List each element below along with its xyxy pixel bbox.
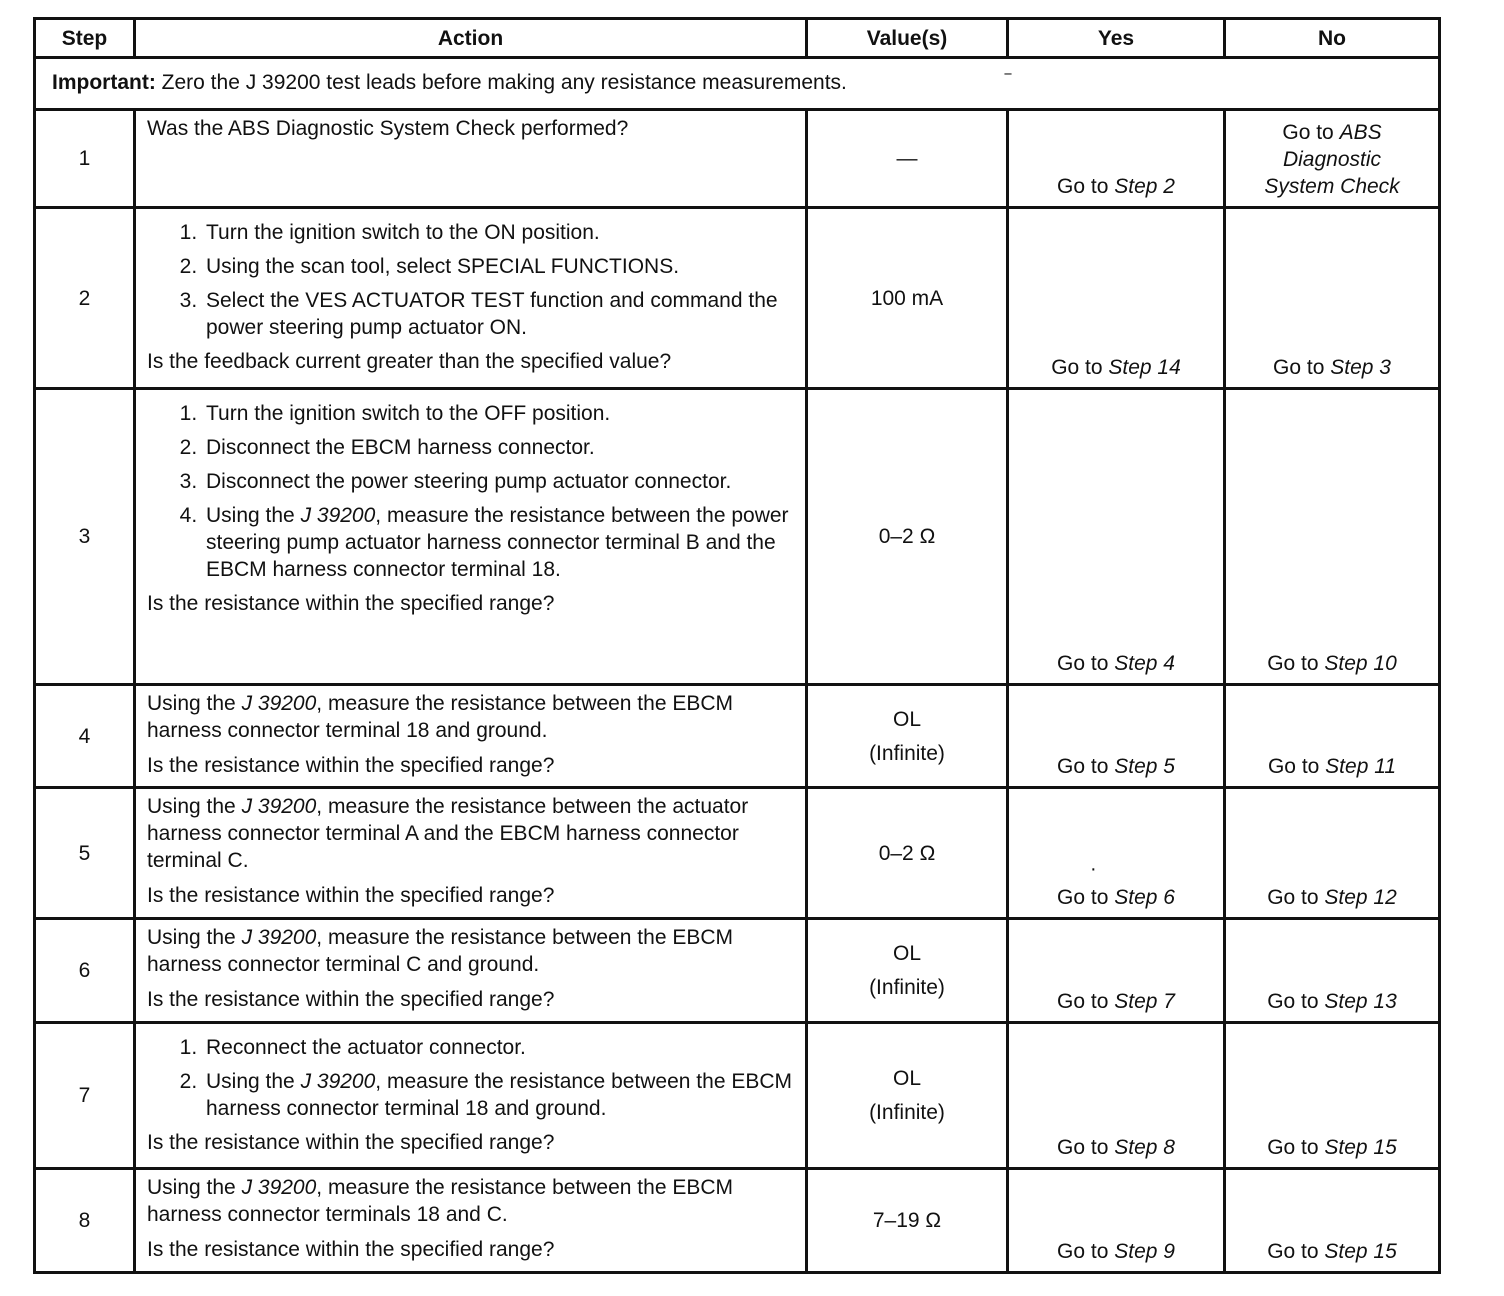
value-line: OL bbox=[892, 942, 921, 965]
yes-target: Step 7 bbox=[1114, 990, 1175, 1013]
yes-target: Step 8 bbox=[1114, 1136, 1175, 1159]
action-question: Is the resistance within the specified range? bbox=[147, 1131, 555, 1154]
no-target: Step 3 bbox=[1330, 356, 1391, 379]
step-number: 5 bbox=[35, 788, 135, 919]
tool-name: J 39200 bbox=[241, 926, 317, 949]
step-action bbox=[135, 788, 807, 919]
header-action: Action bbox=[135, 19, 807, 58]
action-question: Is the resistance within the specified range? bbox=[147, 754, 555, 777]
yes-result bbox=[1008, 788, 1225, 919]
value-line: (Infinite) bbox=[869, 1101, 945, 1124]
step-action bbox=[135, 1169, 807, 1273]
no-result bbox=[1225, 1169, 1440, 1273]
no-prefix: Go to bbox=[1282, 121, 1340, 144]
action-question: Is the resistance within the specified range? bbox=[147, 884, 555, 907]
yes-result bbox=[1008, 110, 1225, 208]
value-line: OL bbox=[892, 707, 921, 731]
step-action bbox=[135, 208, 807, 389]
header-row bbox=[35, 19, 1440, 58]
step-value: 100 mA bbox=[807, 208, 1008, 389]
no-prefix: Go to bbox=[1267, 1136, 1325, 1159]
list-item bbox=[203, 502, 795, 583]
action-pre: Using the bbox=[147, 692, 242, 715]
yes-prefix: Go to bbox=[1057, 1240, 1115, 1263]
list-item: 1. Turn the ignition switch to the OFF position. bbox=[203, 400, 795, 427]
step-action bbox=[135, 685, 807, 788]
step-action bbox=[135, 389, 807, 685]
yes-prefix: Go to bbox=[1057, 652, 1115, 675]
action-question: Is the resistance within the specified range? bbox=[147, 592, 555, 615]
no-target: Step 10 bbox=[1324, 652, 1397, 675]
action-text: Was the ABS Diagnostic System Check performed? bbox=[147, 117, 629, 140]
table-row bbox=[35, 208, 1440, 389]
yes-target: Step 2 bbox=[1114, 175, 1175, 198]
no-target: ABS Diagnostic System Check bbox=[1264, 121, 1400, 198]
tool-name: J 39200 bbox=[241, 795, 317, 818]
list-item: 1. Reconnect the actuator connector. bbox=[203, 1034, 795, 1061]
important-label: Important: bbox=[52, 71, 156, 94]
item-pre: Using the bbox=[206, 504, 301, 527]
no-result bbox=[1225, 685, 1440, 788]
table-row bbox=[35, 110, 1440, 208]
list-item: 3. Disconnect the power steering pump actuator connector. bbox=[203, 468, 795, 495]
action-list bbox=[147, 400, 795, 583]
list-item bbox=[203, 1068, 795, 1122]
table-row bbox=[35, 788, 1440, 919]
step-number: 8 bbox=[35, 1169, 135, 1273]
stray-mark: ‾ bbox=[1005, 72, 1011, 92]
action-pre: Using the bbox=[147, 926, 242, 949]
value-line: (Infinite) bbox=[869, 741, 945, 765]
no-prefix: Go to bbox=[1273, 356, 1331, 379]
table-row bbox=[35, 1023, 1440, 1169]
item-pre: Using the bbox=[206, 1070, 301, 1093]
step-value: — bbox=[807, 110, 1008, 208]
yes-target: Step 9 bbox=[1114, 1240, 1175, 1263]
yes-result bbox=[1008, 208, 1225, 389]
no-target: Step 13 bbox=[1324, 990, 1397, 1013]
step-value bbox=[807, 685, 1008, 788]
action-list bbox=[147, 219, 795, 341]
no-prefix: Go to bbox=[1267, 1240, 1325, 1263]
item-post: , measure the resistance between the EBCM harness connector terminal 18 and ground. bbox=[206, 1070, 793, 1120]
yes-result bbox=[1008, 685, 1225, 788]
table-row bbox=[35, 919, 1440, 1023]
yes-target: Step 6 bbox=[1114, 886, 1175, 909]
important-text: Zero the J 39200 test leads before making any resistance measurements. bbox=[161, 71, 847, 94]
action-question: Is the feedback current greater than the specified value? bbox=[147, 350, 672, 373]
action-text bbox=[147, 924, 795, 978]
step-value bbox=[807, 919, 1008, 1023]
no-result bbox=[1225, 110, 1440, 208]
action-question: Is the resistance within the specified range? bbox=[147, 1238, 555, 1261]
item-post: , measure the resistance between the power steering pump actuator harness connector terminal B and the EBCM harness connector terminal 18. bbox=[206, 504, 789, 581]
table-row bbox=[35, 685, 1440, 788]
no-target: Step 11 bbox=[1325, 755, 1397, 778]
no-target: Step 15 bbox=[1324, 1240, 1397, 1263]
header-step: Step bbox=[35, 19, 135, 58]
action-post: , measure the resistance between the actuator harness connector terminal A and the EBCM harness connector terminal C. bbox=[147, 795, 749, 872]
step-number: 7 bbox=[35, 1023, 135, 1169]
no-result bbox=[1225, 788, 1440, 919]
yes-prefix: Go to bbox=[1057, 886, 1115, 909]
yes-result bbox=[1008, 1169, 1225, 1273]
tool-name: J 39200 bbox=[241, 1176, 317, 1199]
yes-prefix: Go to bbox=[1057, 175, 1115, 198]
yes-prefix: Go to bbox=[1051, 356, 1109, 379]
no-target: Step 12 bbox=[1324, 886, 1397, 909]
step-action bbox=[135, 1023, 807, 1169]
step-value: 0–2 Ω bbox=[807, 788, 1008, 919]
step-value: 7–19 Ω bbox=[807, 1169, 1008, 1273]
action-text bbox=[147, 793, 795, 874]
stray-dot: · bbox=[1090, 858, 1097, 880]
no-prefix: Go to bbox=[1267, 755, 1326, 778]
action-text bbox=[147, 690, 795, 744]
action-pre: Using the bbox=[147, 795, 242, 818]
no-result bbox=[1225, 1023, 1440, 1169]
value-line: OL bbox=[892, 1067, 921, 1090]
list-item: 2. Using the scan tool, select SPECIAL FUNCTIONS. bbox=[203, 253, 795, 280]
tool-name: J 39200 bbox=[241, 692, 317, 715]
action-post: , measure the resistance between the EBCM harness connector terminals 18 and C. bbox=[147, 1176, 734, 1226]
tool-name: J 39200 bbox=[300, 504, 376, 527]
header-yes: Yes bbox=[1008, 19, 1225, 58]
yes-result bbox=[1008, 919, 1225, 1023]
action-list bbox=[147, 1034, 795, 1122]
no-result bbox=[1225, 919, 1440, 1023]
header-no: No bbox=[1225, 19, 1440, 58]
yes-result bbox=[1008, 389, 1225, 685]
yes-target: Step 14 bbox=[1108, 356, 1181, 379]
step-value: 0–2 Ω bbox=[807, 389, 1008, 685]
yes-result bbox=[1008, 1023, 1225, 1169]
important-row bbox=[35, 58, 1440, 110]
yes-target: Step 4 bbox=[1114, 652, 1175, 675]
yes-prefix: Go to bbox=[1057, 755, 1115, 778]
no-target: Step 15 bbox=[1324, 1136, 1397, 1159]
step-value bbox=[807, 1023, 1008, 1169]
action-text bbox=[147, 1174, 795, 1228]
table-row bbox=[35, 389, 1440, 685]
step-action bbox=[135, 919, 807, 1023]
step-action bbox=[135, 110, 807, 208]
step-number: 3 bbox=[35, 389, 135, 685]
action-post: , measure the resistance between the EBCM harness connector terminal 18 and ground. bbox=[147, 692, 734, 742]
header-values: Value(s) bbox=[807, 19, 1008, 58]
no-prefix: Go to bbox=[1267, 886, 1325, 909]
tool-name: J 39200 bbox=[300, 1070, 376, 1093]
yes-prefix: Go to bbox=[1057, 1136, 1115, 1159]
table-row bbox=[35, 1169, 1440, 1273]
no-result bbox=[1225, 389, 1440, 685]
no-prefix: Go to bbox=[1267, 990, 1325, 1013]
step-number: 2 bbox=[35, 208, 135, 389]
value-line: (Infinite) bbox=[869, 976, 945, 999]
yes-target: Step 5 bbox=[1114, 755, 1175, 778]
step-number: 1 bbox=[35, 110, 135, 208]
step-number: 6 bbox=[35, 919, 135, 1023]
no-prefix: Go to bbox=[1267, 652, 1325, 675]
step-number: 4 bbox=[35, 685, 135, 788]
important-note bbox=[35, 58, 1440, 110]
list-item: 2. Disconnect the EBCM harness connector. bbox=[203, 434, 795, 461]
list-item: 3. Select the VES ACTUATOR TEST function and command the power steering pump actuator ON. bbox=[203, 287, 795, 341]
action-post: , measure the resistance between the EBCM harness connector terminal C and ground. bbox=[147, 926, 734, 976]
action-pre: Using the bbox=[147, 1176, 242, 1199]
diagnostic-table bbox=[33, 17, 1441, 1274]
no-result bbox=[1225, 208, 1440, 389]
action-question: Is the resistance within the specified range? bbox=[147, 988, 555, 1011]
yes-prefix: Go to bbox=[1057, 990, 1115, 1013]
list-item: 1. Turn the ignition switch to the ON position. bbox=[203, 219, 795, 246]
